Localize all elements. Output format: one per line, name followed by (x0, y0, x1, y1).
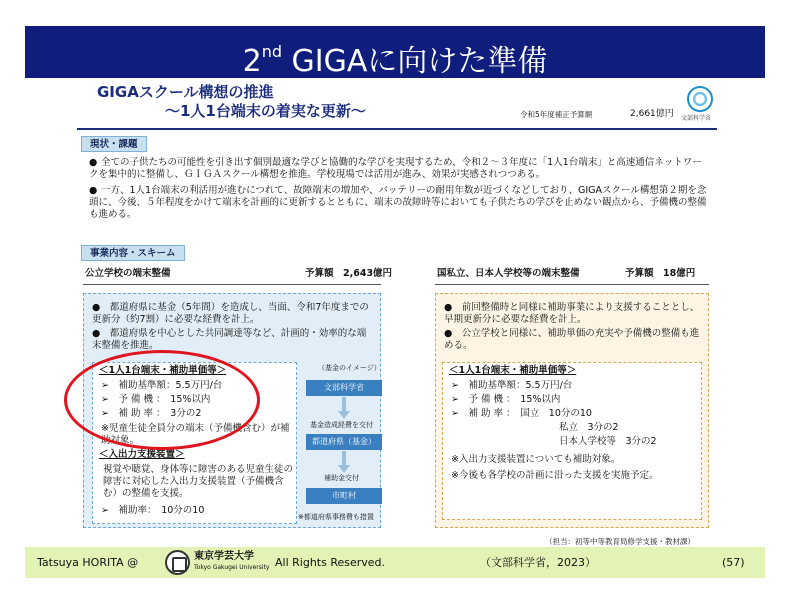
right-bullet-text: 公立学校と同様に、補助単価の充実や予備機の整備も進める。 (444, 328, 700, 351)
section-current-issues: 現状・課題 (81, 136, 147, 152)
right-bullet-1 (444, 302, 702, 326)
io-device-text: 視覚や聴覚、身体等に障害のある児童生徒の障害に対応した入出力支援装置（予備機含む）の整備を支援。 (103, 464, 294, 499)
issue-bullet-text: 全ての子供たちの可能性を引き出す個別最適な学びと協働的な学びを実現するため、令和２～３年度に「1人1台端末」と高速通信ネットワークを集中的に整備し、ＧＩＧＡスクール構想を推進。学校現場では活用が進み、効果が実感されつつある。 (89, 157, 702, 180)
title-superscript: nd (261, 42, 282, 61)
subsidy-box-title: ＜1人1台端末・補助単価等＞ (449, 365, 577, 376)
national-private-panel (435, 293, 709, 528)
left-column-head: 公立学校の端末整備 (85, 268, 171, 279)
title-prefix: 2 (242, 44, 262, 79)
io-device-rate: ➢ 補助率： 10分の10 (101, 505, 205, 516)
title-text: GIGAに向けた準備 (281, 44, 548, 79)
bullet-dot: ● (89, 185, 98, 196)
embedded-document (75, 82, 720, 546)
footer-university: 東京学芸大学 (194, 551, 254, 562)
bullet-dot: ● (92, 302, 110, 313)
down-arrow-icon (338, 397, 350, 419)
flow-box-mext: 文部科学省 (306, 380, 382, 396)
left-bullet-2 (92, 328, 372, 352)
right-column-rule (435, 284, 709, 285)
flow-caption: （基金のイメージ） (318, 364, 381, 372)
subsidy-item: 私立 3分の2 (559, 422, 619, 433)
flow-label: 基金造成経費を交付 (310, 421, 373, 429)
issue-bullet-1 (89, 157, 709, 181)
left-column-rule (83, 284, 381, 285)
footer-rights: All Rights Reserved. (275, 556, 386, 569)
footer-author: Tatsuya HORITA @ (37, 556, 139, 569)
right-bullet-2 (444, 328, 702, 352)
budget-value: 2,661億円 (630, 109, 674, 119)
flow-note: ※都道府県事務費も措置 (298, 513, 374, 521)
left-column-budget: 予算額 2,643億円 (305, 268, 393, 279)
section-scheme: 事業内容・スキーム (81, 245, 185, 261)
budget-label: 令和5年度補正予算額 (520, 110, 593, 119)
right-column-budget: 予算額 18億円 (625, 268, 696, 279)
footer-citation: （文部科学省，2023） (480, 556, 596, 569)
bullet-dot: ● (444, 302, 462, 313)
bullet-dot: ● (444, 328, 462, 339)
mext-logo-caption: 文部科学省 (681, 115, 712, 122)
subsidy-item: 日本人学校等 3分の2 (559, 436, 657, 447)
subsidy-item: ➢ 予 備 機 ： 15%以内 (451, 394, 561, 405)
page-number: (57) (722, 556, 745, 569)
doc-subtitle: ～1人1台端末の着実な更新～ (165, 102, 366, 120)
mext-logo-icon (687, 86, 713, 112)
issue-bullet-text: 一方、1人1台端末の利活用が進むにつれて、故障端末の増加や、バッテリーの耐用年数が近づくなどしており、GIGAスクール構想第２期を念頭に、今後、５年程度をかけて端末を計画的に更新するとともに、端末の故障時等においても子供たちの学びを止めない観点から、予備機の整備も進める。 (89, 185, 707, 220)
flow-label: 補助金交付 (324, 474, 359, 482)
source-credit: （担当：初等中等教育局修学支援・教材課） (545, 537, 695, 546)
subsidy-item: ➢ 補 助 率 ： 国立 10分の10 (451, 408, 592, 419)
title-divider (77, 128, 717, 130)
subsidy-box-title: ＜1人1台端末・補助単価等＞ (99, 365, 227, 376)
flow-box-municipality: 市町村 (306, 488, 382, 504)
subsidy-box-right (442, 362, 702, 520)
doc-title: GIGAスクール構想の推進 (97, 83, 274, 101)
slide-title (25, 26, 765, 78)
bullet-dot: ● (89, 157, 98, 168)
left-bullet-text: 都道府県を中心とした共同調達等など、計画的・効率的な端末整備を推進。 (92, 328, 367, 351)
highlight-ellipse (64, 350, 260, 450)
flow-box-prefecture: 都道府県（基金） (306, 434, 382, 450)
issue-bullet-2 (89, 185, 709, 221)
down-arrow-icon (338, 451, 350, 473)
footer (25, 547, 765, 578)
footer-university-en: Tokyo Gakugei University (194, 564, 270, 571)
subsidy-item: ➢ 補 助 率 ： 3分の2 (101, 408, 202, 419)
university-logo-icon (165, 550, 190, 575)
subsidy-item: ➢ 補助基準額：5.5万円/台 (101, 380, 223, 391)
subsidy-note: ※児童生徒全員分の端末（予備機含む）が補助対象。 (101, 423, 290, 446)
left-bullet-text: 都道府県に基金（5年間）を造成し、当面、令和7年度までの更新分（約7割）に必要な経費を計上。 (92, 302, 369, 325)
subsidy-item: ➢ 補助基準額：5.5万円/台 (451, 380, 573, 391)
right-column-head: 国私立、日本人学校等の端末整備 (437, 268, 580, 279)
subsidy-item: ➢ 予 備 機 ： 15%以内 (101, 394, 211, 405)
bullet-dot: ● (92, 328, 110, 339)
right-note: ※今後も各学校の計画に沿った支援を実施予定。 (451, 470, 659, 481)
right-note: ※入出力支援装置についても補助対象。 (451, 454, 621, 465)
right-bullet-text: 前回整備時と同様に補助事業により支援することとし、早期更新分に必要な経費を計上。 (444, 302, 700, 325)
io-device-title: ＜入出力支援装置＞ (99, 449, 185, 460)
left-bullet-1 (92, 302, 372, 326)
